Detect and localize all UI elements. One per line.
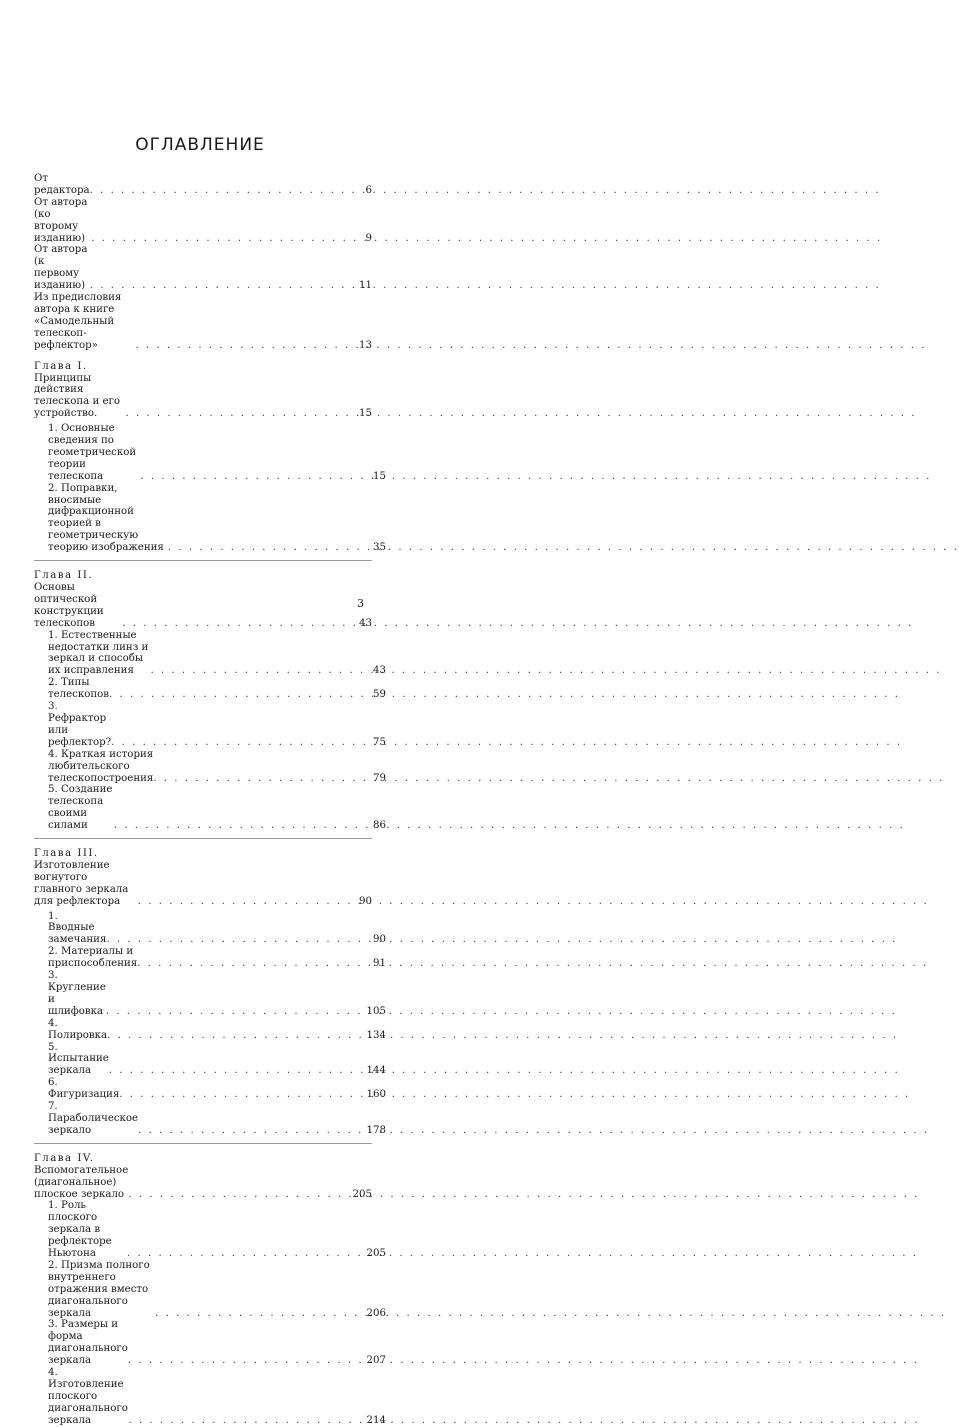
leader-dots — [109, 1065, 364, 1077]
section-title: 4. Полировка — [48, 1017, 108, 1041]
section-entry — [34, 749, 386, 785]
chapter-1 — [34, 360, 386, 562]
section-page: 105 — [366, 1005, 386, 1017]
chapter-3 — [34, 848, 386, 1144]
leader-dots — [138, 1125, 364, 1137]
section-entry — [34, 946, 386, 970]
leader-dots — [106, 934, 364, 946]
toc-entry-page: 6 — [365, 184, 372, 196]
section-page: 178 — [366, 1124, 386, 1136]
chapter-heading — [34, 570, 372, 630]
section-page: 214 — [366, 1414, 386, 1426]
leader-dots — [90, 185, 350, 197]
page-title: ОГЛАВЛЕНИЕ — [135, 135, 265, 155]
toc-entry-title: От редактора — [34, 173, 90, 196]
section-title: 5. Создание телескопа своими силами — [48, 784, 113, 832]
section-title: 1. Естественные недостатки линз и зеркал и способы их исправления — [48, 629, 149, 677]
section-title: 1. Роль плоского зеркала в рефлекторе Ньютона — [48, 1200, 112, 1260]
section-entry — [34, 677, 386, 701]
leader-dots — [128, 1189, 350, 1201]
leader-dots — [107, 1030, 364, 1042]
chapter-title: Основы оптической конструкции телескопов — [34, 582, 104, 629]
chapter-page: 205 — [352, 1188, 372, 1200]
section-title: 3. Размеры и форма диагонального зеркала — [48, 1319, 128, 1367]
chapter-label: Глава IV. — [34, 1152, 95, 1164]
section-entry — [34, 1042, 386, 1078]
section-page: 205 — [366, 1248, 386, 1260]
section-title: 2. Типы телескопов — [48, 677, 110, 701]
leader-dots — [138, 896, 350, 908]
leader-dots — [128, 1415, 364, 1427]
leader-dots — [135, 340, 350, 352]
section-page: 59 — [373, 689, 386, 701]
table-of-contents — [34, 173, 386, 1427]
chapter-label: Глава II. — [34, 570, 94, 582]
leader-dots — [91, 233, 350, 245]
section-page: 134 — [366, 1029, 386, 1041]
chapter-title: Принципы действия телескопа и его устройство. — [34, 372, 121, 420]
section-title: 1. Основные сведения по геометрической теории телескопа — [48, 423, 137, 482]
book-page — [0, 0, 400, 1426]
section-page: 91 — [373, 958, 386, 970]
section-page: 79 — [373, 772, 386, 784]
section-page: 75 — [373, 736, 386, 748]
section-entry — [34, 1200, 386, 1260]
leader-dots — [168, 542, 364, 554]
chapter-label: Глава I. — [34, 360, 88, 372]
section-title: 1. Вводные замечания — [48, 910, 107, 946]
chapter-page: 15 — [359, 408, 372, 420]
section-entry — [34, 630, 386, 678]
section-page: 90 — [373, 934, 386, 946]
leader-dots — [114, 820, 364, 832]
section-title: 3. Кругление и шлифовка — [48, 970, 106, 1017]
chapter-label: Глава III. — [34, 848, 99, 860]
leader-dots — [137, 958, 364, 970]
section-entry — [34, 701, 386, 749]
section-entry — [34, 1367, 386, 1427]
section-page: 160 — [366, 1089, 386, 1101]
leader-dots — [155, 1308, 364, 1320]
section-entry — [34, 1319, 386, 1367]
toc-entry — [34, 244, 372, 292]
page-number: 3 — [357, 597, 364, 610]
leader-dots — [122, 618, 350, 630]
section-page: 207 — [366, 1355, 386, 1367]
section-entry — [34, 1101, 386, 1137]
chapter-title: Вспомогательное (диагональное) плоское зеркало — [34, 1164, 129, 1200]
section-entry — [34, 911, 386, 947]
leader-dots — [153, 773, 364, 785]
leader-dots — [127, 1248, 364, 1260]
leader-dots — [128, 1355, 364, 1367]
leader-dots — [90, 280, 350, 292]
leader-dots — [111, 737, 364, 749]
chapter-2 — [34, 570, 386, 839]
leader-dots — [109, 689, 364, 701]
section-entry — [34, 784, 386, 832]
chapter-page: 90 — [359, 895, 372, 907]
section-title: 4. Изготовление плоского диагонального зеркала — [48, 1367, 128, 1426]
section-entry — [34, 483, 386, 554]
section-page: 86 — [373, 820, 386, 832]
leader-dots — [106, 1006, 364, 1018]
toc-entry-title: От автора (ко второму изданию) — [34, 196, 88, 244]
leader-dots — [150, 665, 364, 677]
chapter-heading — [34, 1153, 372, 1201]
section-title: 2. Поправки, вносимые дифракционной теорией в геометрическую теорию изображения — [48, 482, 164, 554]
toc-entry-page: 11 — [359, 280, 372, 292]
section-entry — [34, 970, 386, 1018]
section-page: 15 — [373, 470, 386, 482]
section-title: 3. Рефрактор или рефлектор? — [48, 701, 112, 748]
section-entry — [34, 1018, 386, 1042]
section-entry — [34, 1260, 386, 1320]
toc-entry-title: От автора (к первому изданию) — [34, 244, 88, 292]
toc-entry-page: 13 — [359, 339, 372, 351]
leader-dots — [119, 1089, 364, 1101]
chapter-4 — [34, 1152, 386, 1427]
toc-entry — [34, 173, 372, 197]
toc-entry-title: Из предисловия автора к книге «Самодельный телескоп-рефлектор» — [34, 292, 122, 351]
section-entry — [34, 423, 386, 483]
chapter-title: Изготовление вогнутого главного зеркала для рефлектора — [34, 859, 129, 907]
section-page: 35 — [373, 542, 386, 554]
chapter-heading — [34, 848, 372, 908]
section-page: 43 — [373, 665, 386, 677]
section-title: 6. Фигуризация — [48, 1077, 120, 1101]
leader-dots — [140, 471, 364, 483]
section-page: 206 — [366, 1307, 386, 1319]
toc-entry — [34, 292, 372, 352]
section-title: 2. Призма полного внутреннего отражения вместо диагонального зеркала — [48, 1259, 150, 1319]
section-page: 144 — [366, 1065, 386, 1077]
section-title: 7. Параболическое зеркало — [48, 1101, 139, 1136]
front-matter — [34, 173, 372, 352]
toc-entry — [34, 197, 372, 245]
section-title: 4. Краткая история любительского телескопостроения — [48, 748, 154, 784]
chapter-page: 43 — [359, 617, 372, 629]
section-entry — [34, 1077, 386, 1101]
toc-entry-page: 9 — [365, 232, 372, 244]
chapter-heading — [34, 361, 372, 421]
section-title: 2. Материалы и приспособления — [48, 946, 138, 970]
section-title: 5. Испытание зеркала — [48, 1041, 109, 1077]
leader-dots — [126, 408, 351, 420]
